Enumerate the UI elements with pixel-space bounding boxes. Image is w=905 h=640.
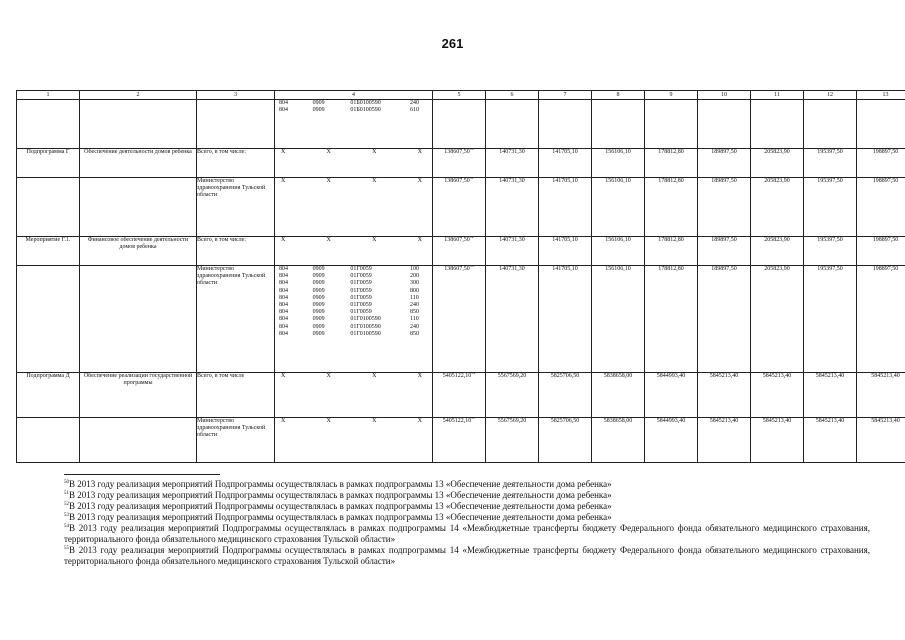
budget-classification-codes (275, 373, 433, 418)
amount-cell (539, 373, 592, 418)
x-mark: X (326, 373, 331, 379)
amount-cell (857, 237, 905, 266)
amount-cell (433, 149, 486, 178)
code-value: 01Г0059 (350, 266, 372, 272)
amount-value: 141705,10 (552, 266, 578, 272)
amount-value: 189897,50 (711, 237, 737, 243)
code-value: 804 (279, 266, 288, 272)
code-value: 800 (409, 287, 419, 294)
row-responsible: Всего, в том числе: (197, 237, 275, 266)
footnote-number: 53 (64, 513, 69, 518)
code-grid (275, 266, 432, 338)
amount-cell (857, 100, 905, 149)
x-mark: X (372, 237, 377, 243)
code-value: 200 (409, 273, 419, 280)
amount-cell (486, 149, 539, 178)
code-placeholders (275, 178, 432, 185)
footnote (64, 512, 870, 523)
amount-value: 195397,50 (817, 178, 843, 184)
code-value: 01Б0100590 (350, 107, 381, 114)
x-mark: X (372, 149, 377, 155)
code-value: 240 (409, 100, 419, 106)
amount-cell (645, 418, 698, 463)
amount-value: 156106,10 (605, 237, 631, 243)
code-value: 850 (409, 309, 419, 316)
amount-cell (645, 237, 698, 266)
row-description (80, 418, 197, 463)
code-placeholders (275, 149, 432, 156)
amount-cell (486, 178, 539, 237)
table-row (17, 100, 905, 149)
column-header: 4 (275, 91, 433, 100)
budget-classification-codes (275, 418, 433, 463)
amount-value: 141705,10 (552, 149, 578, 155)
code-value: 804 (279, 273, 288, 280)
amount-value: 195397,50 (817, 237, 843, 243)
amount-value: 5845213,40 (709, 373, 739, 379)
amount-cell (433, 100, 486, 149)
footnote (64, 490, 870, 501)
code-value: 300 (409, 280, 419, 287)
code-value: 01Г0059 (350, 287, 372, 294)
table-body (17, 100, 905, 463)
code-value: 804 (279, 316, 288, 323)
footnote-separator (64, 474, 220, 475)
code-value: 804 (279, 294, 288, 301)
amount-value: 178812,80 (658, 237, 684, 243)
amount-value: 5845213,40 (762, 418, 792, 424)
code-value: 0909 (312, 302, 325, 309)
amount-value: 138607,50 (444, 266, 470, 272)
amount-value: 5567569,20 (497, 418, 527, 424)
table-row (17, 149, 905, 178)
footnote-text: В 2013 году реализация мероприятий Подпрограммы осуществлялась в рамках подпрограммы 13 «Обеспечение деятельности дома ребенка» (69, 501, 612, 511)
column-header: 9 (645, 91, 698, 100)
row-responsible (197, 100, 275, 149)
amount-cell (539, 178, 592, 237)
code-value: 01Г0100590 (350, 316, 381, 323)
amount-value: 189897,50 (711, 178, 737, 184)
code-value: 0909 (312, 100, 325, 106)
code-value: 0909 (312, 330, 325, 337)
budget-classification-codes (275, 266, 433, 373)
amount-value: 5845213,40 (815, 373, 845, 379)
code-value: 01Б0100590 (350, 100, 381, 106)
code-value: 0909 (312, 316, 325, 323)
code-value: 0909 (312, 107, 325, 114)
row-responsible: Министерство здравоохранения Тульской области (197, 178, 275, 237)
amount-cell (751, 373, 804, 418)
code-value: 0909 (312, 287, 325, 294)
amount-cell (486, 373, 539, 418)
amount-value: 198897,50 (872, 149, 899, 155)
amount-cell (751, 237, 804, 266)
amount-cell (857, 373, 905, 418)
amount-cell (751, 266, 804, 373)
amount-cell (433, 237, 486, 266)
amount-value: 198897,50 (872, 237, 899, 243)
code-column (279, 100, 307, 114)
budget-table (16, 90, 905, 463)
amount-cell (804, 418, 857, 463)
amount-cell (751, 178, 804, 237)
amount-cell (645, 266, 698, 373)
column-header: 8 (592, 91, 645, 100)
code-value: 01Г0059 (350, 309, 372, 316)
footnote-ref: 54 (471, 372, 476, 375)
amount-value: 138607,50 (444, 178, 470, 184)
amount-cell (857, 266, 905, 373)
code-column (410, 266, 428, 338)
x-mark: X (281, 178, 286, 184)
row-name: Мероприятие Г.1. (17, 237, 80, 266)
amount-cell (486, 418, 539, 463)
footnote-text: В 2013 году реализация мероприятий Подпрограммы осуществлялась в рамках подпрограммы 13 «Обеспечение деятельности дома ребенка» (69, 490, 612, 500)
amount-value: 5845213,40 (815, 418, 845, 424)
budget-classification-codes (275, 237, 433, 266)
code-value: 0909 (312, 323, 325, 330)
amount-value: 141705,10 (552, 178, 578, 184)
amount-cell (645, 149, 698, 178)
amount-cell (486, 237, 539, 266)
amount-value: 189897,50 (711, 149, 737, 155)
code-value: 850 (409, 330, 419, 337)
footnote-ref: 52 (469, 236, 474, 239)
amount-value: 205823,90 (764, 149, 790, 155)
code-value: 804 (279, 287, 288, 294)
code-placeholders (275, 373, 432, 380)
code-value: 110 (409, 316, 419, 323)
code-value: 804 (279, 330, 288, 337)
row-name (17, 178, 80, 237)
footnote-ref: 55 (471, 417, 476, 420)
amount-cell (592, 237, 645, 266)
column-header: 11 (751, 91, 804, 100)
amount-cell (857, 418, 905, 463)
code-column (410, 100, 428, 114)
amount-cell (592, 266, 645, 373)
page-number: 261 (441, 36, 464, 51)
amount-value: 205823,90 (764, 266, 790, 272)
table-row (17, 178, 905, 237)
code-value: 100 (409, 266, 419, 272)
code-value: 0909 (312, 294, 325, 301)
amount-value: 5844993,40 (656, 373, 686, 379)
amount-cell (857, 178, 905, 237)
amount-value: 140731,30 (499, 178, 525, 184)
code-value: 110 (409, 294, 419, 301)
x-mark: X (281, 373, 286, 379)
x-mark: X (326, 418, 331, 424)
table-row (17, 418, 905, 463)
code-value: 0909 (312, 273, 325, 280)
amount-cell (698, 237, 751, 266)
amount-cell (698, 178, 751, 237)
code-value: 804 (279, 280, 288, 287)
amount-cell (645, 373, 698, 418)
code-column (350, 100, 404, 114)
x-mark: X (372, 418, 377, 424)
amount-cell (486, 100, 539, 149)
amount-cell (592, 100, 645, 149)
column-header: 1 (17, 91, 80, 100)
amount-value: 205823,90 (764, 237, 790, 243)
table-row (17, 237, 905, 266)
code-column (350, 266, 404, 338)
amount-cell (645, 178, 698, 237)
footnote-text: В 2013 году реализация мероприятий Подпрограммы осуществлялась в рамках подпрограммы 14 «Межбюджетные трансферты бюджету Федерального фонда обязательного медицинского страхования, территориального фонда обязательного медицинского страхования Тульской области» (64, 545, 870, 566)
amount-cell (751, 100, 804, 149)
budget-classification-codes (275, 100, 433, 149)
amount-cell (698, 418, 751, 463)
amount-cell (804, 266, 857, 373)
table-row (17, 373, 905, 418)
column-header: 10 (698, 91, 751, 100)
x-mark: X (372, 178, 377, 184)
footnote-ref: 53 (469, 265, 474, 268)
row-description (80, 266, 197, 373)
code-value: 0909 (312, 280, 325, 287)
budget-classification-codes (275, 178, 433, 237)
amount-cell (539, 100, 592, 149)
x-mark: X (326, 178, 331, 184)
x-mark: X (417, 178, 422, 184)
code-value: 804 (279, 107, 288, 114)
table-row (17, 266, 905, 373)
x-mark: X (281, 149, 286, 155)
row-description (80, 178, 197, 237)
column-header: 13 (857, 91, 905, 100)
code-value: 804 (279, 302, 288, 309)
footnote-ref: 50 (469, 148, 474, 151)
amount-cell (804, 149, 857, 178)
amount-value: 5825706,50 (550, 418, 580, 424)
footnote (64, 545, 870, 567)
footnote-number: 54 (64, 524, 69, 529)
amount-value: 178812,80 (658, 266, 684, 272)
amount-cell (539, 418, 592, 463)
amount-cell (539, 149, 592, 178)
row-description: Обеспечение реализации государственной программы (80, 373, 197, 418)
amount-value: 5838658,00 (603, 373, 633, 379)
amount-cell (698, 100, 751, 149)
x-mark: X (326, 237, 331, 243)
row-responsible: Всего, в том числе (197, 373, 275, 418)
amount-value: 178812,80 (658, 178, 684, 184)
row-name (17, 100, 80, 149)
amount-value: 5567569,20 (497, 373, 527, 379)
amount-cell (433, 373, 486, 418)
x-mark: X (281, 237, 286, 243)
header-row (17, 91, 905, 100)
column-header: 3 (197, 91, 275, 100)
row-responsible: Министерство здравоохранения Тульской области (197, 266, 275, 373)
amount-cell (592, 178, 645, 237)
row-responsible: Всего, в том числе: (197, 149, 275, 178)
code-value: 01Г0100590 (350, 323, 381, 330)
amount-cell (539, 237, 592, 266)
amount-value: 5845213,40 (871, 418, 900, 424)
amount-value: 5825706,50 (550, 373, 580, 379)
amount-cell (592, 418, 645, 463)
amount-value: 5844993,40 (656, 418, 686, 424)
row-description: Обеспечение деятельности домов ребенка (80, 149, 197, 178)
amount-value: 205823,90 (764, 178, 790, 184)
code-column (313, 100, 345, 114)
row-responsible: Министерство здравоохранения Тульской области (197, 418, 275, 463)
amount-cell (804, 178, 857, 237)
amount-cell (698, 149, 751, 178)
footnote-text: В 2013 году реализация мероприятий Подпрограммы осуществлялась в рамках подпрограммы 14 «Межбюджетные трансферты бюджету Федерального фонда обязательного медицинского страхования, территориального фонда обязательного медицинского страхования Тульской области» (64, 523, 870, 544)
amount-cell (433, 178, 486, 237)
amount-cell (698, 266, 751, 373)
footnote (64, 479, 870, 490)
amount-value: 140731,30 (499, 149, 525, 155)
code-value: 01Г0059 (350, 294, 372, 301)
amount-cell (645, 100, 698, 149)
x-mark: X (281, 418, 286, 424)
code-value: 01Г0059 (350, 273, 372, 280)
column-header: 2 (80, 91, 197, 100)
code-column (279, 266, 307, 338)
amount-value: 189897,50 (711, 266, 737, 272)
column-header: 6 (486, 91, 539, 100)
row-description: Финансовое обеспечение деятельности домов ребенка (80, 237, 197, 266)
amount-value: 5845213,40 (871, 373, 900, 379)
column-header: 7 (539, 91, 592, 100)
amount-value: 138607,50 (444, 237, 470, 243)
amount-value: 5845213,40 (762, 373, 792, 379)
footnote-number: 55 (64, 546, 69, 551)
code-placeholders (275, 418, 432, 425)
amount-value: 198897,50 (872, 266, 899, 272)
amount-value: 5845213,40 (709, 418, 739, 424)
amount-cell (804, 237, 857, 266)
code-value: 804 (279, 309, 288, 316)
amount-cell (433, 418, 486, 463)
amount-value: 195397,50 (817, 266, 843, 272)
amount-value: 178812,80 (658, 149, 684, 155)
amount-cell (751, 149, 804, 178)
row-name: Подпрограмма Д (17, 373, 80, 418)
x-mark: X (417, 373, 422, 379)
footnote (64, 523, 870, 545)
row-name: Подпрограмма Г (17, 149, 80, 178)
budget-classification-codes (275, 149, 433, 178)
code-value: 804 (279, 100, 288, 106)
amount-value: 140731,30 (499, 266, 525, 272)
code-value: 240 (409, 302, 419, 309)
amount-value: 156106,10 (605, 178, 631, 184)
code-value: 240 (409, 323, 419, 330)
amount-cell (804, 100, 857, 149)
amount-value: 5838658,00 (603, 418, 633, 424)
amount-value: 138607,50 (444, 149, 470, 155)
footnotes (64, 479, 870, 567)
footnote-text: В 2013 году реализация мероприятий Подпрограммы осуществлялась в рамках подпрограммы 13 «Обеспечение деятельности дома ребенка» (69, 512, 612, 522)
amount-value: 156106,10 (605, 149, 631, 155)
row-name (17, 418, 80, 463)
amount-value: 156106,10 (605, 266, 631, 272)
code-value: 01Г0059 (350, 302, 372, 309)
amount-value: 195397,50 (817, 149, 843, 155)
row-name (17, 266, 80, 373)
column-header: 12 (804, 91, 857, 100)
code-value: 610 (409, 107, 419, 114)
amount-cell (486, 266, 539, 373)
x-mark: X (372, 373, 377, 379)
amount-cell (592, 373, 645, 418)
row-description (80, 100, 197, 149)
x-mark: X (417, 418, 422, 424)
code-placeholders (275, 237, 432, 244)
footnote-text: В 2013 году реализация мероприятий Подпрограммы осуществлялась в рамках подпрограммы 13 «Обеспечение деятельности дома ребенка» (69, 479, 612, 489)
code-column (313, 266, 345, 338)
code-value: 0909 (312, 309, 325, 316)
code-value: 804 (279, 323, 288, 330)
footnote (64, 501, 870, 512)
amount-cell (857, 149, 905, 178)
amount-cell (804, 373, 857, 418)
code-value: 01Г0059 (350, 280, 372, 287)
footnote-number: 50 (64, 480, 69, 485)
amount-value: 5405122,10 (442, 418, 472, 424)
code-value: 0909 (312, 266, 325, 272)
code-grid (275, 100, 432, 114)
amount-cell (751, 418, 804, 463)
amount-cell (592, 149, 645, 178)
footnote-number: 52 (64, 502, 69, 507)
x-mark: X (326, 149, 331, 155)
footnote-ref: 51 (469, 177, 474, 180)
amount-cell (698, 373, 751, 418)
x-mark: X (417, 149, 422, 155)
amount-value: 198897,50 (872, 178, 899, 184)
column-header: 5 (433, 91, 486, 100)
x-mark: X (417, 237, 422, 243)
code-value: 01Г0100590 (350, 330, 381, 337)
amount-value: 140731,30 (499, 237, 525, 243)
amount-value: 141705,10 (552, 237, 578, 243)
footnote-number: 51 (64, 491, 69, 496)
amount-cell (539, 266, 592, 373)
amount-value: 5405122,10 (442, 373, 472, 379)
amount-cell (433, 266, 486, 373)
